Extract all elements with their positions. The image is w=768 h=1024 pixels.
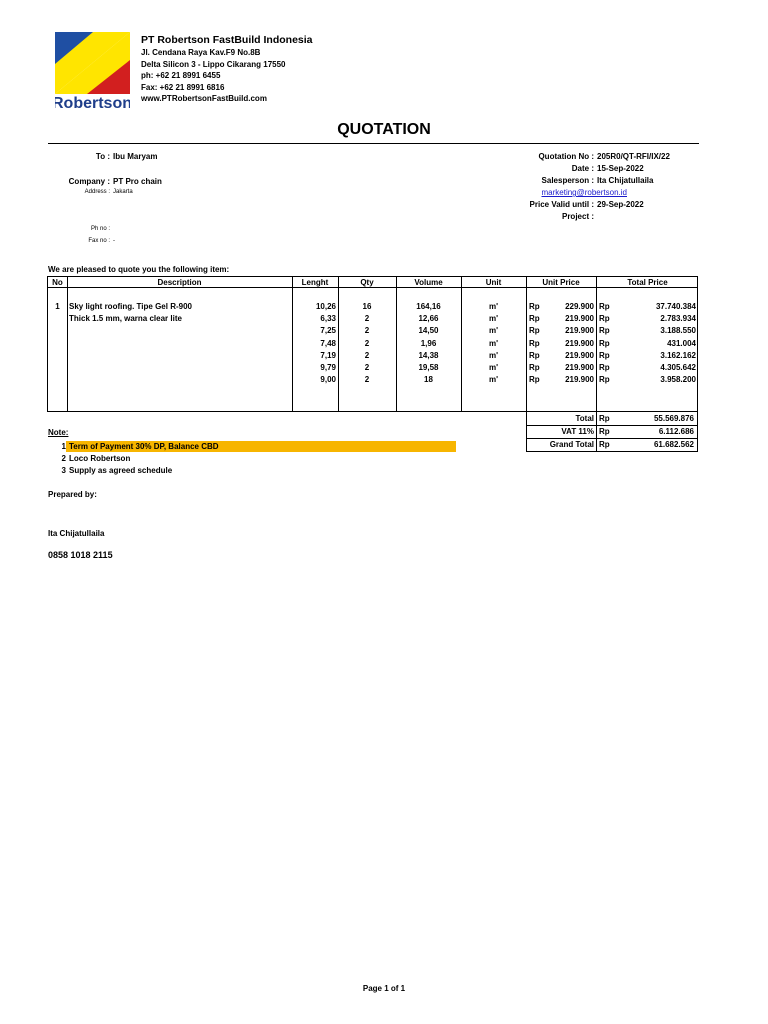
cell-length: 7,48: [320, 338, 336, 348]
cell-volume: 1,96: [420, 338, 437, 348]
cell-unit: m': [488, 314, 498, 324]
quotation-no-value: 205R0/QT-RFI/IX/22: [597, 152, 670, 161]
cell-volume: 14,50: [418, 326, 439, 336]
vat-row: [527, 427, 697, 440]
cell-unit-price-currency: Rp: [529, 302, 540, 311]
header-description: Description: [157, 278, 202, 287]
to-label: To :: [95, 152, 110, 161]
items-table: [47, 276, 698, 412]
company-value: PT Pro chain: [113, 177, 162, 186]
cell-unit-price: 219.900: [565, 350, 594, 360]
address-value: Jakarta: [113, 189, 133, 195]
header-no: No: [52, 278, 63, 287]
company-header: [141, 34, 313, 105]
grand-total-row: [527, 440, 697, 453]
cell-length: 10,26: [315, 302, 336, 311]
company-name: PT Robertson FastBuild Indonesia: [141, 34, 313, 46]
date-value: 15-Sep-2022: [597, 164, 644, 173]
header-unit-price: Unit Price: [542, 278, 580, 287]
logo-wordmark: Robertson: [55, 95, 130, 110]
vat-value: 6.112.686: [658, 427, 694, 436]
company-address-line2: Delta Silicon 3 - Lippo Cikarang 17550: [141, 59, 286, 69]
grand-total-label: Grand Total: [549, 440, 594, 449]
cell-qty: 2: [364, 314, 370, 324]
cell-volume: 18: [424, 375, 433, 385]
total-currency: Rp: [599, 414, 610, 423]
cell-total-currency: Rp: [599, 314, 610, 324]
cell-unit: m': [488, 302, 498, 311]
cell-length: 9,79: [320, 363, 336, 372]
cell-total-currency: Rp: [599, 326, 610, 336]
cell-unit-price-currency: Rp: [529, 375, 540, 385]
vat-currency: Rp: [599, 427, 610, 436]
item-description-line1: Sky light roofing. Tipe Gel R-900: [69, 302, 192, 311]
header-divider: [48, 287, 697, 288]
vat-label: VAT 11%: [561, 427, 594, 436]
valid-until-label: Price Valid until :: [529, 200, 594, 209]
cell-unit: m': [488, 375, 498, 385]
salesperson-label: Salesperson :: [541, 176, 594, 185]
cell-total-currency: Rp: [599, 375, 610, 385]
cell-unit-price: 219.900: [565, 338, 594, 348]
grand-total-currency: Rp: [599, 440, 610, 449]
title-divider: [48, 143, 699, 144]
totals-box: [526, 412, 698, 452]
cell-total-currency: Rp: [599, 363, 610, 372]
to-value: Ibu Maryam: [113, 152, 158, 161]
cell-qty: 2: [364, 375, 370, 385]
company-address-line1: Jl. Cendana Raya Kav.F9 No.8B: [141, 48, 261, 57]
cell-length: 6,33: [320, 314, 336, 324]
item-description-line2: Thick 1.5 mm, warna clear lite: [69, 314, 182, 323]
cell-total-currency: Rp: [599, 302, 610, 311]
cell-qty: 2: [364, 326, 370, 336]
notes-heading: Note:: [48, 428, 69, 437]
company-website[interactable]: www.PTRobertsonFastBuild.com: [141, 94, 267, 103]
total-label: Total: [575, 414, 594, 423]
cell-unit-price-currency: Rp: [529, 350, 540, 360]
note-text-1: Term of Payment 30% DP, Balance CBD: [69, 442, 219, 451]
cell-unit: m': [488, 350, 498, 360]
prepared-by-label: Prepared by:: [48, 490, 97, 499]
salesperson-value: Ita Chijatullaila: [597, 176, 654, 185]
cell-qty: 2: [364, 350, 370, 360]
cell-total-price: 2.783.934: [660, 314, 696, 324]
cell-volume: 14,38: [418, 350, 439, 360]
cell-unit-price-currency: Rp: [529, 363, 540, 372]
cell-unit: m': [488, 338, 498, 348]
note-text-3: Supply as agreed schedule: [69, 466, 173, 475]
phone-label: Ph no :: [90, 226, 110, 232]
company-fax: Fax: +62 21 8991 6816: [141, 82, 225, 92]
header-unit: Unit: [485, 278, 502, 287]
robertson-logo-graphic: [55, 32, 130, 110]
page-footer: Page 1 of 1: [362, 984, 406, 993]
item-number: 1: [55, 302, 60, 311]
fax-value: -: [113, 238, 115, 244]
company-label: Company :: [68, 177, 110, 186]
header-qty: Qty: [360, 278, 374, 287]
cell-total-price: 431.004: [667, 338, 696, 348]
cell-length: 7,19: [320, 350, 336, 360]
header-length: Lenght: [301, 278, 329, 287]
note-number-3: 3: [61, 466, 66, 475]
cell-unit-price: 219.900: [565, 375, 594, 385]
cell-length: 7,25: [320, 326, 336, 336]
cell-unit: m': [488, 326, 498, 336]
cell-unit-price-currency: Rp: [529, 326, 540, 336]
cell-unit-price: 219.900: [565, 314, 594, 324]
cell-unit-price: 229.900: [565, 302, 594, 311]
note-number-2: 2: [61, 454, 66, 463]
header-volume: Volume: [414, 278, 443, 287]
cell-total-price: 4.305.642: [660, 363, 696, 372]
date-label: Date :: [571, 164, 594, 173]
note-text-2: Loco Robertson: [69, 454, 131, 463]
project-label: Project :: [561, 212, 594, 221]
total-value: 55.569.876: [653, 414, 694, 423]
note-number-1: 1: [61, 442, 66, 451]
cell-volume: 12,66: [418, 314, 439, 324]
cell-volume: 164,16: [416, 302, 441, 311]
cell-qty: 16: [362, 302, 372, 311]
valid-until-value: 29-Sep-2022: [597, 200, 644, 209]
fax-label: Fax no :: [88, 238, 110, 244]
cell-qty: 2: [364, 338, 370, 348]
total-row: [527, 414, 697, 427]
email-link[interactable]: marketing@robertson.id: [541, 188, 627, 197]
intro-text: We are pleased to quote you the following item:: [48, 265, 230, 274]
quotation-no-label: Quotation No :: [538, 152, 594, 161]
cell-total-price: 3.162.162: [660, 350, 696, 360]
cell-total-price: 3.958.200: [660, 375, 696, 385]
signer-name: Ita Chijatullaila: [48, 529, 105, 538]
cell-length: 9,00: [320, 375, 336, 385]
company-logo: [55, 32, 130, 110]
cell-volume: 19,58: [418, 363, 439, 372]
cell-total-currency: Rp: [599, 350, 610, 360]
cell-unit-price-currency: Rp: [529, 314, 540, 324]
cell-qty: 2: [364, 363, 370, 372]
cell-unit-price: 219.900: [565, 326, 594, 336]
cell-total-price: 37.740.384: [655, 302, 696, 311]
cell-total-currency: Rp: [599, 338, 610, 348]
signer-phone: 0858 1018 2115: [48, 550, 113, 560]
grand-total-value: 61.682.562: [653, 440, 694, 449]
company-phone: ph: +62 21 8991 6455: [141, 71, 221, 80]
cell-total-price: 3.188.550: [660, 326, 696, 336]
address-label: Address :: [84, 189, 110, 195]
cell-unit: m': [488, 363, 498, 372]
header-total-price: Total Price: [627, 278, 668, 287]
cell-unit-price: 219.900: [565, 363, 594, 372]
document-title: QUOTATION: [337, 121, 431, 138]
cell-unit-price-currency: Rp: [529, 338, 540, 348]
